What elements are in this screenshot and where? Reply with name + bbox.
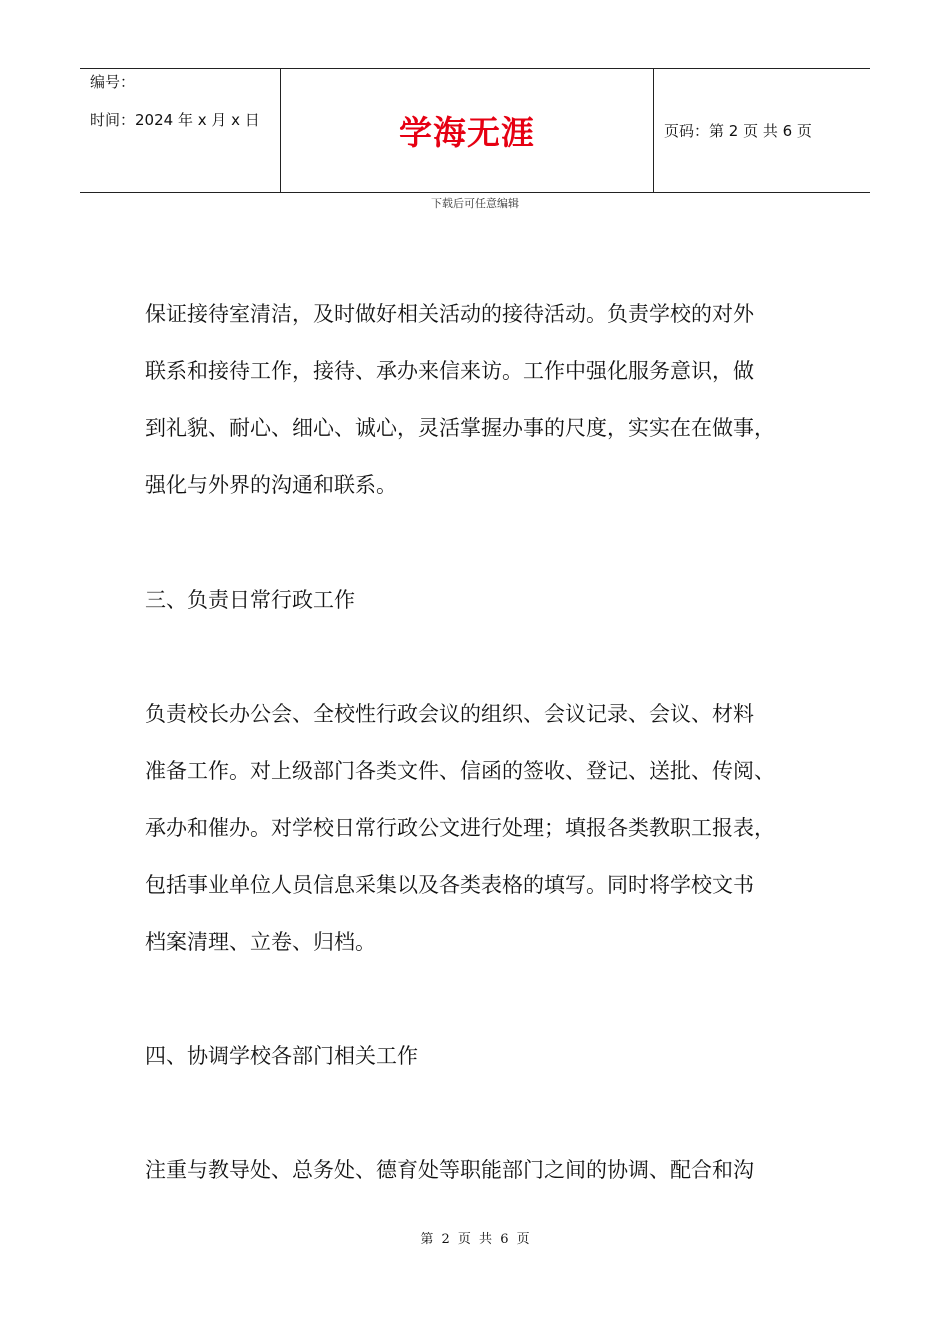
- paragraph-line: 包括事业单位人员信息采集以及各类表格的填写。同时将学校文书: [145, 873, 754, 897]
- heading-line: 四、协调学校各部门相关工作: [145, 1044, 418, 1068]
- header-right-cell: [654, 69, 870, 192]
- section-heading-4: [145, 1028, 835, 1085]
- page-footer: 第 2 页 共 6 页: [420, 1232, 530, 1247]
- paragraph-line: 负责校长办公会、全校性行政会议的组织、会议记录、会议、材料: [145, 702, 754, 726]
- paragraph-line: 准备工作。对上级部门各类文件、信函的签收、登记、送批、传阅、: [145, 759, 775, 783]
- document-header: [80, 68, 870, 193]
- section-heading-3: [145, 572, 835, 629]
- edit-note: 下载后可任意编辑: [431, 197, 519, 210]
- document-number-label: 编号：: [90, 73, 136, 91]
- paragraph-line: 到礼貌、耐心、细心、诚心，灵活掌握办事的尺度，实实在在做事，: [145, 416, 775, 440]
- paragraph-2: [145, 686, 835, 971]
- page-code-label: 页码：第 2 页 共 6 页: [664, 122, 812, 140]
- document-time-label: 时间：2024 年 x 月 x 日: [90, 111, 260, 129]
- header-left-cell: [80, 69, 280, 192]
- paragraph-line: 强化与外界的沟通和联系。: [145, 473, 397, 497]
- paragraph-line: 承办和催办。对学校日常行政公文进行处理；填报各类教职工报表，: [145, 816, 775, 840]
- paragraph-3: [145, 1142, 835, 1199]
- brand-title: 学海无涯: [399, 113, 535, 152]
- paragraph-line: 保证接待室清洁，及时做好相关活动的接待活动。负责学校的对外: [145, 302, 754, 326]
- paragraph-line: 联系和接待工作，接待、承办来信来访。工作中强化服务意识，做: [145, 359, 754, 383]
- heading-line: 三、负责日常行政工作: [145, 588, 355, 612]
- header-brand-cell: [280, 69, 654, 192]
- paragraph-1: [145, 286, 835, 514]
- paragraph-line: 注重与教导处、总务处、德育处等职能部门之间的协调、配合和沟: [145, 1158, 754, 1182]
- paragraph-line: 档案清理、立卷、归档。: [145, 930, 376, 954]
